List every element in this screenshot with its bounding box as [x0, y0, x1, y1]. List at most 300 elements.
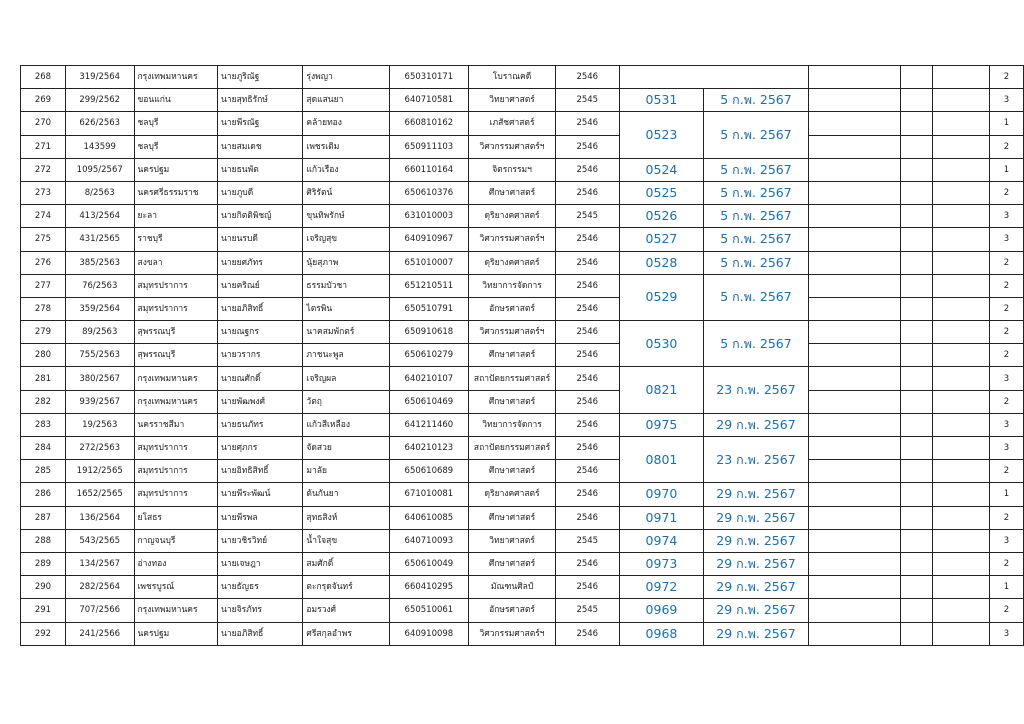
- extra-col-b-cell: [901, 576, 933, 599]
- mark-cell: 3: [989, 205, 1023, 228]
- order-date-cell: 29 ก.พ. 2567: [704, 529, 808, 552]
- order-date-cell: 5 ก.พ. 2567: [704, 158, 808, 181]
- province-cell: ราชบุรี: [134, 228, 218, 251]
- faculty-cell: ดุริยางคศาสตร์: [469, 205, 556, 228]
- row-number-cell: 280: [21, 344, 66, 367]
- table-row: [21, 89, 1024, 112]
- table-body: [21, 66, 1024, 646]
- birth-year-cell: 2546: [555, 181, 619, 204]
- mark-cell: 3: [989, 89, 1023, 112]
- row-number-cell: 286: [21, 483, 66, 506]
- birth-year-cell: 2545: [555, 599, 619, 622]
- mark-cell: 2: [989, 344, 1023, 367]
- row-number-cell: 269: [21, 89, 66, 112]
- extra-col-a-cell: [808, 274, 900, 297]
- last-name-cell: นาคสมพักตร์: [303, 321, 389, 344]
- extra-col-a-cell: [808, 205, 900, 228]
- extra-col-a-cell: [808, 483, 900, 506]
- table-row: [21, 181, 1024, 204]
- extra-col-a-cell: [808, 367, 900, 390]
- last-name-cell: สมศักดิ์: [303, 552, 389, 575]
- table-row: [21, 297, 1024, 320]
- table-row: [21, 483, 1024, 506]
- mark-cell: 2: [989, 390, 1023, 413]
- document-number-cell: 707/2566: [65, 599, 134, 622]
- extra-col-b-cell: [901, 483, 933, 506]
- faculty-cell: ดุริยางคศาสตร์: [469, 251, 556, 274]
- row-number-cell: 281: [21, 367, 66, 390]
- extra-col-c-cell: [933, 506, 990, 529]
- mark-cell: 1: [989, 576, 1023, 599]
- birth-year-cell: 2546: [555, 321, 619, 344]
- extra-col-a-cell: [808, 321, 900, 344]
- first-name-cell: นายธนพัต: [218, 158, 303, 181]
- province-cell: กาญจนบุรี: [134, 529, 218, 552]
- faculty-cell: ศึกษาศาสตร์: [469, 506, 556, 529]
- row-number-cell: 278: [21, 297, 66, 320]
- birth-year-cell: 2546: [555, 297, 619, 320]
- mark-cell: 3: [989, 228, 1023, 251]
- student-id-cell: 640710581: [389, 89, 469, 112]
- extra-col-c-cell: [933, 112, 990, 135]
- extra-col-a-cell: [808, 552, 900, 575]
- extra-col-b-cell: [901, 321, 933, 344]
- document-number-cell: 143599: [65, 135, 134, 158]
- order-date-cell: 29 ก.พ. 2567: [704, 576, 808, 599]
- faculty-cell: ดุริยางคศาสตร์: [469, 483, 556, 506]
- first-name-cell: นายพีรณัฐ: [218, 112, 303, 135]
- first-name-cell: นายสุทธิรักษ์: [218, 89, 303, 112]
- extra-col-c-cell: [933, 622, 990, 645]
- last-name-cell: รุ่งพญา: [303, 66, 389, 89]
- last-name-cell: เจริญสุข: [303, 228, 389, 251]
- document-number-cell: 76/2563: [65, 274, 134, 297]
- document-number-cell: 19/2563: [65, 413, 134, 436]
- mark-cell: 3: [989, 529, 1023, 552]
- extra-col-a-cell: [808, 460, 900, 483]
- order-code-cell: 0970: [619, 483, 704, 506]
- faculty-cell: ศึกษาศาสตร์: [469, 181, 556, 204]
- last-name-cell: อมรวงศ์: [303, 599, 389, 622]
- order-code-cell: 0968: [619, 622, 704, 645]
- faculty-cell: มัณฑนศิลป์: [469, 576, 556, 599]
- order-code-cell: 0969: [619, 599, 704, 622]
- mark-cell: 3: [989, 413, 1023, 436]
- first-name-cell: นายพัฒพงศ์: [218, 390, 303, 413]
- extra-col-a-cell: [808, 576, 900, 599]
- extra-col-c-cell: [933, 321, 990, 344]
- first-name-cell: นายวชิรวิทย์: [218, 529, 303, 552]
- table-row: [21, 506, 1024, 529]
- extra-col-b-cell: [901, 135, 933, 158]
- first-name-cell: นายคริณย์: [218, 274, 303, 297]
- table-row: [21, 321, 1024, 344]
- order-code-cell: 0524: [619, 158, 704, 181]
- student-id-cell: 640910967: [389, 228, 469, 251]
- last-name-cell: ศิริรัตน์: [303, 181, 389, 204]
- extra-col-c-cell: [933, 135, 990, 158]
- row-number-cell: 277: [21, 274, 66, 297]
- last-name-cell: สุดแสนยา: [303, 89, 389, 112]
- extra-col-a-cell: [808, 297, 900, 320]
- birth-year-cell: 2546: [555, 437, 619, 460]
- faculty-cell: วิศวกรรมศาสตร์ฯ: [469, 622, 556, 645]
- mark-cell: 2: [989, 321, 1023, 344]
- mark-cell: 2: [989, 135, 1023, 158]
- faculty-cell: ศึกษาศาสตร์: [469, 552, 556, 575]
- order-code-cell: 0530: [619, 321, 704, 367]
- student-id-cell: 650310171: [389, 66, 469, 89]
- birth-year-cell: 2545: [555, 529, 619, 552]
- empty-order-cell: [619, 66, 808, 89]
- student-id-cell: 671010081: [389, 483, 469, 506]
- first-name-cell: นายธนภัทร: [218, 413, 303, 436]
- extra-col-a-cell: [808, 506, 900, 529]
- province-cell: สงขลา: [134, 251, 218, 274]
- province-cell: กรุงเทพมหานคร: [134, 599, 218, 622]
- extra-col-c-cell: [933, 529, 990, 552]
- faculty-cell: ศึกษาศาสตร์: [469, 344, 556, 367]
- faculty-cell: สถาปัตยกรรมศาสตร์: [469, 367, 556, 390]
- extra-col-c-cell: [933, 228, 990, 251]
- order-date-cell: 23 ก.พ. 2567: [704, 437, 808, 483]
- extra-col-a-cell: [808, 413, 900, 436]
- row-number-cell: 272: [21, 158, 66, 181]
- order-date-cell: 29 ก.พ. 2567: [704, 506, 808, 529]
- birth-year-cell: 2546: [555, 158, 619, 181]
- row-number-cell: 270: [21, 112, 66, 135]
- student-id-cell: 650910618: [389, 321, 469, 344]
- student-id-cell: 660810162: [389, 112, 469, 135]
- last-name-cell: จัดสวย: [303, 437, 389, 460]
- order-date-cell: 23 ก.พ. 2567: [704, 367, 808, 413]
- birth-year-cell: 2546: [555, 112, 619, 135]
- table-row: [21, 251, 1024, 274]
- last-name-cell: มาลัย: [303, 460, 389, 483]
- first-name-cell: นายธัญธร: [218, 576, 303, 599]
- document-number-cell: 272/2563: [65, 437, 134, 460]
- extra-col-b-cell: [901, 552, 933, 575]
- extra-col-c-cell: [933, 460, 990, 483]
- record-table: [20, 65, 1024, 646]
- faculty-cell: เภสัชศาสตร์: [469, 112, 556, 135]
- row-number-cell: 289: [21, 552, 66, 575]
- extra-col-b-cell: [901, 390, 933, 413]
- province-cell: กรุงเทพมหานคร: [134, 66, 218, 89]
- province-cell: สมุทรปราการ: [134, 274, 218, 297]
- last-name-cell: วัตถุ: [303, 390, 389, 413]
- extra-col-c-cell: [933, 251, 990, 274]
- extra-col-c-cell: [933, 274, 990, 297]
- last-name-cell: ขุนทิพรักษ์: [303, 205, 389, 228]
- faculty-cell: วิศวกรรมศาสตร์ฯ: [469, 228, 556, 251]
- order-date-cell: 5 ก.พ. 2567: [704, 181, 808, 204]
- faculty-cell: วิศวกรรมศาสตร์ฯ: [469, 321, 556, 344]
- faculty-cell: วิศวกรรมศาสตร์ฯ: [469, 135, 556, 158]
- province-cell: สมุทรปราการ: [134, 460, 218, 483]
- student-id-cell: 640210107: [389, 367, 469, 390]
- extra-col-b-cell: [901, 529, 933, 552]
- birth-year-cell: 2546: [555, 344, 619, 367]
- student-id-cell: 650610049: [389, 552, 469, 575]
- extra-col-c-cell: [933, 390, 990, 413]
- row-number-cell: 287: [21, 506, 66, 529]
- last-name-cell: เพชรเติม: [303, 135, 389, 158]
- table-row: [21, 413, 1024, 436]
- document-number-cell: 359/2564: [65, 297, 134, 320]
- first-name-cell: นายเจษฎา: [218, 552, 303, 575]
- order-date-cell: 29 ก.พ. 2567: [704, 483, 808, 506]
- table-row: [21, 599, 1024, 622]
- last-name-cell: คล้ายทอง: [303, 112, 389, 135]
- faculty-cell: วิทยาการจัดการ: [469, 413, 556, 436]
- first-name-cell: นายพีระพัฒน์: [218, 483, 303, 506]
- extra-col-b-cell: [901, 181, 933, 204]
- extra-col-b-cell: [901, 205, 933, 228]
- province-cell: สุพรรณบุรี: [134, 344, 218, 367]
- last-name-cell: เจริญผล: [303, 367, 389, 390]
- extra-col-c-cell: [933, 483, 990, 506]
- birth-year-cell: 2546: [555, 622, 619, 645]
- mark-cell: 2: [989, 66, 1023, 89]
- first-name-cell: นายศุภกร: [218, 437, 303, 460]
- province-cell: สมุทรปราการ: [134, 483, 218, 506]
- extra-col-c-cell: [933, 413, 990, 436]
- first-name-cell: นายอภิสิทธิ์: [218, 297, 303, 320]
- faculty-cell: ศึกษาศาสตร์: [469, 460, 556, 483]
- last-name-cell: ไตรพิน: [303, 297, 389, 320]
- province-cell: สมุทรปราการ: [134, 437, 218, 460]
- extra-col-a-cell: [808, 390, 900, 413]
- birth-year-cell: 2546: [555, 576, 619, 599]
- table-row: [21, 205, 1024, 228]
- extra-col-a-cell: [808, 181, 900, 204]
- document-number-cell: 241/2566: [65, 622, 134, 645]
- extra-col-b-cell: [901, 89, 933, 112]
- document-number-cell: 626/2563: [65, 112, 134, 135]
- extra-col-c-cell: [933, 89, 990, 112]
- first-name-cell: นายยศภัทร: [218, 251, 303, 274]
- order-date-cell: 29 ก.พ. 2567: [704, 552, 808, 575]
- mark-cell: 2: [989, 552, 1023, 575]
- extra-col-a-cell: [808, 251, 900, 274]
- province-cell: ยโสธร: [134, 506, 218, 529]
- last-name-cell: น้ำใจสุข: [303, 529, 389, 552]
- table-row: [21, 622, 1024, 645]
- table-row: [21, 460, 1024, 483]
- document-number-cell: 136/2564: [65, 506, 134, 529]
- extra-col-b-cell: [901, 460, 933, 483]
- order-date-cell: 29 ก.พ. 2567: [704, 413, 808, 436]
- mark-cell: 2: [989, 274, 1023, 297]
- student-id-cell: 650510791: [389, 297, 469, 320]
- document-number-cell: 299/2562: [65, 89, 134, 112]
- student-id-cell: 650911103: [389, 135, 469, 158]
- table-row: [21, 529, 1024, 552]
- faculty-cell: โบราณคดี: [469, 66, 556, 89]
- extra-col-b-cell: [901, 274, 933, 297]
- mark-cell: 2: [989, 506, 1023, 529]
- first-name-cell: นายภูบดี: [218, 181, 303, 204]
- student-id-cell: 651210511: [389, 274, 469, 297]
- birth-year-cell: 2545: [555, 89, 619, 112]
- extra-col-a-cell: [808, 89, 900, 112]
- province-cell: ขอนแก่น: [134, 89, 218, 112]
- row-number-cell: 274: [21, 205, 66, 228]
- row-number-cell: 288: [21, 529, 66, 552]
- row-number-cell: 282: [21, 390, 66, 413]
- extra-col-a-cell: [808, 437, 900, 460]
- extra-col-b-cell: [901, 297, 933, 320]
- faculty-cell: วิทยาศาสตร์: [469, 529, 556, 552]
- birth-year-cell: 2545: [555, 205, 619, 228]
- row-number-cell: 290: [21, 576, 66, 599]
- student-id-cell: 650610279: [389, 344, 469, 367]
- birth-year-cell: 2546: [555, 483, 619, 506]
- extra-col-a-cell: [808, 599, 900, 622]
- extra-col-b-cell: [901, 112, 933, 135]
- extra-col-c-cell: [933, 205, 990, 228]
- table-row: [21, 274, 1024, 297]
- birth-year-cell: 2546: [555, 66, 619, 89]
- student-id-cell: 640610085: [389, 506, 469, 529]
- student-id-cell: 640210123: [389, 437, 469, 460]
- extra-col-b-cell: [901, 506, 933, 529]
- first-name-cell: นายณศักดิ์: [218, 367, 303, 390]
- faculty-cell: ศึกษาศาสตร์: [469, 390, 556, 413]
- document-number-cell: 939/2567: [65, 390, 134, 413]
- document-number-cell: 319/2564: [65, 66, 134, 89]
- document-number-cell: 431/2565: [65, 228, 134, 251]
- row-number-cell: 271: [21, 135, 66, 158]
- extra-col-c-cell: [933, 552, 990, 575]
- order-date-cell: 5 ก.พ. 2567: [704, 321, 808, 367]
- birth-year-cell: 2546: [555, 552, 619, 575]
- province-cell: ชลบุรี: [134, 112, 218, 135]
- first-name-cell: นายสมเดช: [218, 135, 303, 158]
- first-name-cell: นายกิตติพิชญ์: [218, 205, 303, 228]
- document-number-cell: 134/2567: [65, 552, 134, 575]
- last-name-cell: ศรีสกุลอำพร: [303, 622, 389, 645]
- extra-col-b-cell: [901, 228, 933, 251]
- first-name-cell: นายพีรพล: [218, 506, 303, 529]
- faculty-cell: จิตรกรรมฯ: [469, 158, 556, 181]
- extra-col-c-cell: [933, 437, 990, 460]
- document-number-cell: 380/2567: [65, 367, 134, 390]
- order-date-cell: 29 ก.พ. 2567: [704, 622, 808, 645]
- faculty-cell: อักษรศาสตร์: [469, 297, 556, 320]
- faculty-cell: วิทยาศาสตร์: [469, 89, 556, 112]
- extra-col-b-cell: [901, 66, 933, 89]
- province-cell: สมุทรปราการ: [134, 297, 218, 320]
- student-id-cell: 650610376: [389, 181, 469, 204]
- province-cell: สุพรรณบุรี: [134, 321, 218, 344]
- order-code-cell: 0523: [619, 112, 704, 158]
- first-name-cell: นายณฐกร: [218, 321, 303, 344]
- document-number-cell: 89/2563: [65, 321, 134, 344]
- order-date-cell: 5 ก.พ. 2567: [704, 89, 808, 112]
- order-code-cell: 0975: [619, 413, 704, 436]
- row-number-cell: 268: [21, 66, 66, 89]
- order-code-cell: 0529: [619, 274, 704, 320]
- last-name-cell: ธรรมบัวชา: [303, 274, 389, 297]
- first-name-cell: นายนรบดี: [218, 228, 303, 251]
- document-number-cell: 1912/2565: [65, 460, 134, 483]
- province-cell: ชลบุรี: [134, 135, 218, 158]
- student-id-cell: 650610689: [389, 460, 469, 483]
- table-row: [21, 367, 1024, 390]
- birth-year-cell: 2546: [555, 251, 619, 274]
- document-number-cell: 1652/2565: [65, 483, 134, 506]
- document-number-cell: 413/2564: [65, 205, 134, 228]
- extra-col-c-cell: [933, 158, 990, 181]
- order-date-cell: 5 ก.พ. 2567: [704, 274, 808, 320]
- order-code-cell: 0528: [619, 251, 704, 274]
- extra-col-c-cell: [933, 367, 990, 390]
- student-id-cell: 660110164: [389, 158, 469, 181]
- province-cell: นครปฐม: [134, 622, 218, 645]
- faculty-cell: สถาปัตยกรรมศาสตร์: [469, 437, 556, 460]
- last-name-cell: สุทธสิงห์: [303, 506, 389, 529]
- birth-year-cell: 2546: [555, 135, 619, 158]
- order-code-cell: 0971: [619, 506, 704, 529]
- student-id-cell: 650510061: [389, 599, 469, 622]
- table-row: [21, 135, 1024, 158]
- province-cell: กรุงเทพมหานคร: [134, 390, 218, 413]
- order-code-cell: 0525: [619, 181, 704, 204]
- mark-cell: 1: [989, 158, 1023, 181]
- order-date-cell: 5 ก.พ. 2567: [704, 112, 808, 158]
- first-name-cell: นายวรากร: [218, 344, 303, 367]
- order-code-cell: 0526: [619, 205, 704, 228]
- birth-year-cell: 2546: [555, 506, 619, 529]
- extra-col-b-cell: [901, 413, 933, 436]
- row-number-cell: 273: [21, 181, 66, 204]
- order-date-cell: 29 ก.พ. 2567: [704, 599, 808, 622]
- province-cell: อ่างทอง: [134, 552, 218, 575]
- birth-year-cell: 2546: [555, 460, 619, 483]
- extra-col-a-cell: [808, 344, 900, 367]
- document-number-cell: 1095/2567: [65, 158, 134, 181]
- extra-col-b-cell: [901, 437, 933, 460]
- table-row: [21, 576, 1024, 599]
- order-code-cell: 0821: [619, 367, 704, 413]
- mark-cell: 2: [989, 599, 1023, 622]
- row-number-cell: 279: [21, 321, 66, 344]
- table-row: [21, 228, 1024, 251]
- extra-col-c-cell: [933, 181, 990, 204]
- document-number-cell: 282/2564: [65, 576, 134, 599]
- student-id-cell: 660410295: [389, 576, 469, 599]
- province-cell: เพชรบูรณ์: [134, 576, 218, 599]
- mark-cell: 2: [989, 251, 1023, 274]
- extra-col-b-cell: [901, 251, 933, 274]
- order-code-cell: 0801: [619, 437, 704, 483]
- extra-col-a-cell: [808, 135, 900, 158]
- table-row: [21, 158, 1024, 181]
- mark-cell: 1: [989, 112, 1023, 135]
- faculty-cell: อักษรศาสตร์: [469, 599, 556, 622]
- extra-col-a-cell: [808, 529, 900, 552]
- first-name-cell: นายจิรภัทร: [218, 599, 303, 622]
- extra-col-c-cell: [933, 344, 990, 367]
- last-name-cell: ตะกรุดจันทร์: [303, 576, 389, 599]
- birth-year-cell: 2546: [555, 413, 619, 436]
- extra-col-a-cell: [808, 228, 900, 251]
- order-code-cell: 0974: [619, 529, 704, 552]
- document-number-cell: 8/2563: [65, 181, 134, 204]
- mark-cell: 3: [989, 622, 1023, 645]
